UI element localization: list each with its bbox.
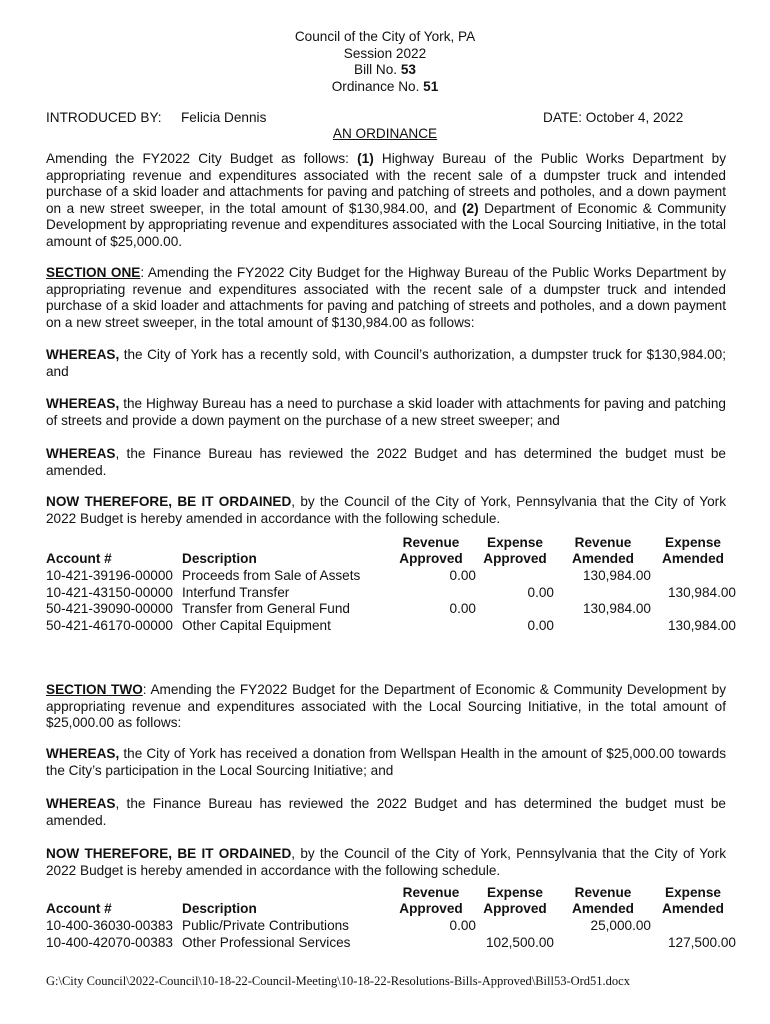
table-row: 10-400-42070-00383 Other Professional Services 102,500.00 127,500.00 — [46, 935, 736, 950]
document-header — [0, 29, 770, 95]
col-header-expense-amended: Expense Amended — [662, 885, 724, 916]
ordinance-date: DATE: October 4, 2022 — [543, 110, 684, 125]
section-two-whereas-2: WHEREAS, the Finance Bureau has reviewed the 2022 Budget and has determined the budget must be amended. — [46, 796, 726, 828]
section-one-paragraph: SECTION ONE: Amending the FY2022 City Budget for the Highway Bureau of the Public Works Department by appropriating revenue and expenditures associated with the recent sale of a dumpster truck and intended purchase of a skid loader and attachments for paving and patching of streets and potholes, and a down payment on a new street sweeper, in the total amount of $130,984.00 as follows: — [46, 265, 727, 330]
table-row: 10-400-36030-00383 Public/Private Contributions 0.00 25,000.00 — [46, 918, 651, 933]
col-header-expense-amended: Expense Amended — [662, 535, 724, 566]
col-header-expense-approved: Expense Approved — [483, 535, 547, 566]
section-two-now-therefore: NOW THEREFORE, BE IT ORDAINED, by the Council of the City of York, Pennsylvania that the City of York 2022 Budget is hereby amended in accordance with the following schedule. — [46, 846, 726, 878]
col-header-description: Description — [182, 551, 257, 566]
section-one-whereas-1: WHEREAS, the City of York has a recently sold, with Council’s authorization, a dumpster truck for $130,984.00; and — [46, 347, 726, 379]
col-header-revenue-approved: Revenue Approved — [399, 535, 463, 566]
table-row: 50-421-39090-00000 Transfer from General Fund 0.00 130,984.00 — [46, 601, 651, 616]
summary-paragraph: Amending the FY2022 City Budget as follows: (1) Highway Bureau of the Public Works Department by appropriating revenue and expenditures associated with the recent sale of a dumpster truck and intended purchase of a skid loader and attachments for paving and patching of streets and potholes, and a down payment on a new street sweeper, in the total amount of $130,984.00, and (2) Department of Economic & Community Development by appropriating revenue and expenditures associated with the Local Sourcing Initiative, in the total amount of $25,000.00. — [46, 151, 727, 249]
col-header-revenue-amended: Revenue Amended — [572, 885, 634, 916]
col-header-description: Description — [182, 901, 257, 916]
section-two-paragraph: SECTION TWO: Amending the FY2022 Budget for the Department of Economic & Community Development by appropriating revenue and expenditures associated with the Local Sourcing Initiative, in the total amount of $25,000.00 as follows: — [46, 682, 726, 730]
introduced-by-label: INTRODUCED BY: — [46, 110, 162, 125]
section-one-now-therefore: NOW THEREFORE, BE IT ORDAINED, by the Council of the City of York, Pennsylvania that the City of York 2022 Budget is hereby amended in accordance with the following schedule. — [46, 494, 726, 526]
col-header-revenue-approved: Revenue Approved — [399, 885, 463, 916]
col-header-account: Account # — [46, 551, 112, 566]
file-path-footer: G:\City Council\2022-Council\10-18-22-Council-Meeting\10-18-22-Resolutions-Bills-Approved\Bill53-Ord51.docx — [46, 974, 630, 988]
table-row: 50-421-46170-00000 Other Capital Equipment 0.00 130,984.00 — [46, 618, 736, 633]
col-header-revenue-amended: Revenue Amended — [572, 535, 634, 566]
council-title: Council of the City of York, PA — [294, 29, 476, 44]
bill-number: Bill No. 53 — [354, 62, 416, 77]
section-one-whereas-2: WHEREAS, the Highway Bureau has a need to purchase a skid loader with attachments for paving and patching of streets and provide a down payment on the purchase of a new street sweeper; and — [46, 396, 726, 428]
col-header-expense-approved: Expense Approved — [483, 885, 547, 916]
ordinance-title: AN ORDINANCE — [332, 126, 438, 141]
table-row: 10-421-39196-00000 Proceeds from Sale of Assets 0.00 130,984.00 — [46, 568, 651, 583]
session-label: Session 2022 — [343, 45, 427, 61]
introduced-by-name: Felicia Dennis — [181, 110, 267, 125]
section-two-whereas-1: WHEREAS, the City of York has received a donation from Wellspan Health in the amount of $25,000.00 towards the City’s participation in the Local Sourcing Initiative; and — [46, 746, 726, 778]
section-one-whereas-3: WHEREAS, the Finance Bureau has reviewed the 2022 Budget and has determined the budget must be amended. — [46, 446, 726, 478]
table-row: 10-421-43150-00000 Interfund Transfer 0.00 130,984.00 — [46, 585, 736, 600]
col-header-account: Account # — [46, 901, 112, 916]
ordinance-number: Ordinance No. 51 — [331, 78, 439, 94]
